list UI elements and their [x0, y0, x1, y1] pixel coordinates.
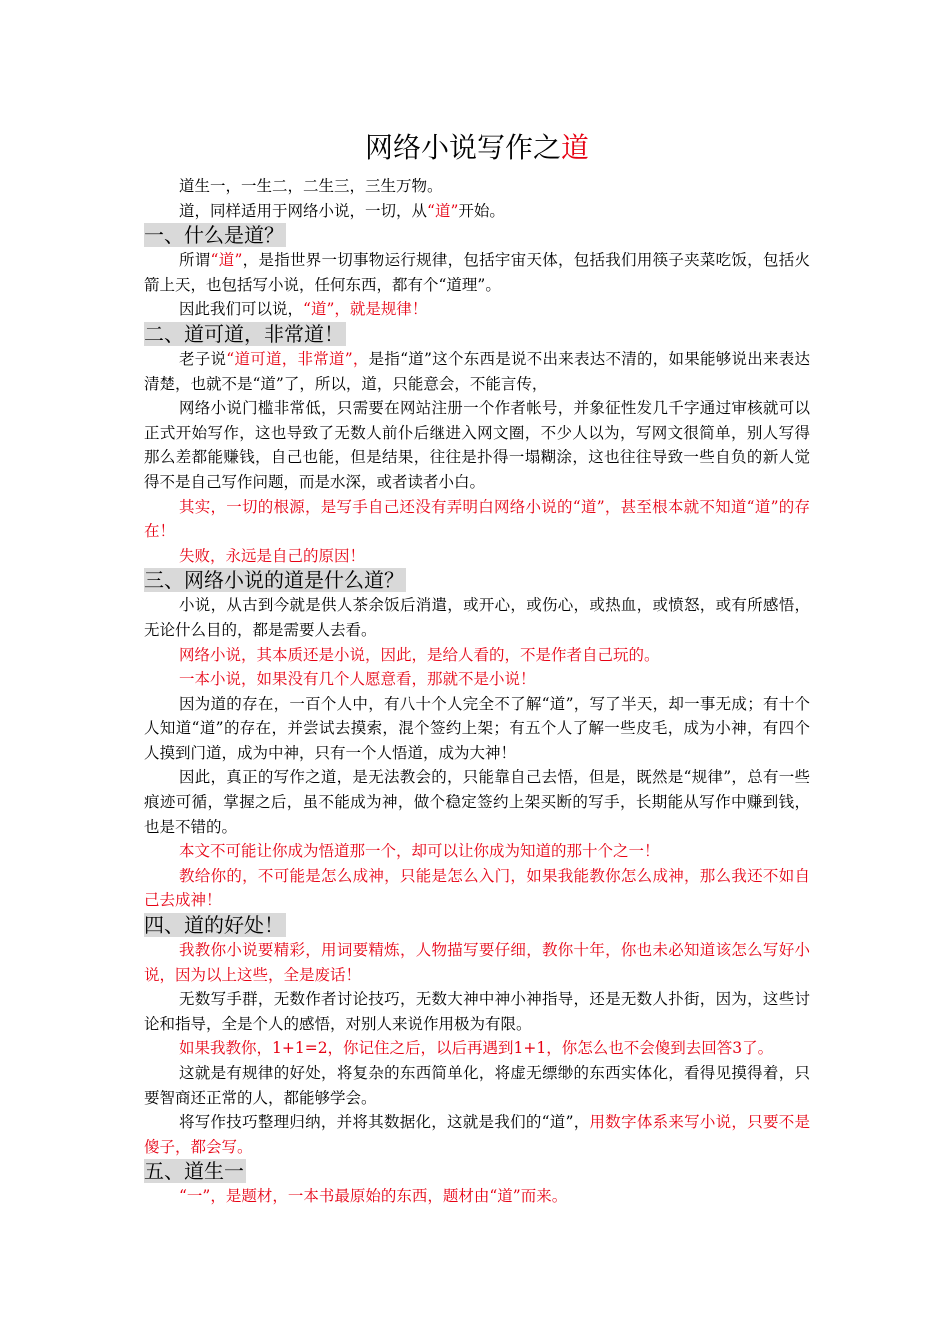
s4-paragraph-2: 无数写手群，无数作者讨论技巧，无数大神中神小神指导，还是无数人扑街，因为，这些讨论和指导，全是个人的感悟，对别人来说作用极为有限。 [144, 990, 810, 1033]
s2-p1-a: 老子说 [179, 349, 227, 368]
s1-p1-a: 所谓 [179, 251, 211, 270]
s4-paragraph-4: 这就是有规律的好处，将复杂的东西简单化，将虚无缥缈的东西实体化，看得见摸得着，只要智商还正常的人，都能够学会。 [144, 1064, 810, 1107]
section-3-heading-text: 三、网络小说的道是什么道？ [144, 568, 404, 593]
section-2-heading [144, 322, 810, 347]
page-title [144, 128, 810, 168]
s3-paragraph-1: 小说，从古到今就是供人茶余饭后消遣，或开心，或伤心，或热血，或愤怒，或有所感悟，无论什么目的，都是需要人去看。 [144, 596, 810, 639]
s3-paragraph-5: 因此，真正的写作之道，是无法教会的，只能靠自己去悟，但是，既然是“规律”，总有一些痕迹可循，掌握之后，虽不能成为神，做个稳定签约上架买断的写手，长期能从写作中赚到钱，也是不错的。 [144, 768, 810, 836]
intro-text: 道，同样适用于网络小说，一切，从 [179, 201, 428, 220]
s4-p5-a: 将写作技巧整理归纳，并将其数据化，这就是我们的“道”， [179, 1113, 590, 1132]
title-accent: 道 [561, 131, 590, 164]
section-3-heading [144, 568, 810, 593]
s2-paragraph-4: 失败，永远是自己的原因！ [179, 546, 366, 565]
s2-paragraph-1 [144, 347, 810, 396]
section-5-heading-text: 五、道生一 [144, 1159, 244, 1184]
s4-p5-highlight: 用数字体系来写小说，只要不是傻子，都会写。 [144, 1113, 810, 1156]
section-1-heading-text: 一、什么是道？ [144, 223, 284, 248]
s1-p1-c: ，是指世界一切事物运行规律，包括宇宙天体，包括我们用筷子夹菜吃饭，包括火箭上天，也包括写小说，任何东西，都有个“道理”。 [144, 251, 810, 294]
title-main: 网络小说写作之 [364, 131, 561, 164]
s4-paragraph-1: 我教你小说要精彩，用词要精炼，人物描写要仔细，教你十年，你也未必知道该怎么写好小说，因为以上这些，全是废话！ [144, 941, 810, 984]
intro-text-end: 开始。 [458, 201, 505, 220]
s3-paragraph-6: 本文不可能让你成为悟道那一个，却可以让你成为知道的那十个之一！ [179, 842, 660, 861]
s3-paragraph-7: 教给你的，不可能是怎么成神，只能是怎么入门，如果我能教你怎么成神，那么我还不如自己去成神！ [144, 866, 810, 910]
s1-paragraph-1 [144, 248, 810, 297]
s3-paragraph-3: 一本小说，如果没有几个人愿意看，那就不是小说！ [179, 670, 536, 689]
s1-paragraph-2 [144, 297, 810, 322]
section-4-heading [144, 913, 810, 938]
s2-p1-highlight: “道可道，非常道”， [226, 349, 369, 368]
section-5-heading [144, 1159, 810, 1184]
intro-paragraph-1: 道生一，一生二，二生三，三生万物。 [179, 177, 443, 195]
s5-paragraph-1: “一”，是题材，一本书最原始的东西，题材由“道”而来。 [179, 1187, 568, 1206]
document-body [144, 128, 810, 1209]
s2-paragraph-2: 网络小说门槛非常低，只需要在网站注册一个作者帐号，并象征性发几千字通过审核就可以正式开始写作，这也导致了无数人前仆后继进入网文圈，不少人以为，写网文很简单，别人写得那么差都能赚钱，自己也能，但是结果，往往是扑得一塌糊涂，这也往往导致一些自负的新人觉得不是自己写作问题，而是水深，或者读者小白。 [144, 399, 810, 491]
s1-p2-highlight: “道”，就是规律！ [303, 300, 428, 319]
s3-paragraph-4: 因为道的存在，一百个人中，有八十个人完全不了解“道”，写了半天，却一事无成；有十个人知道“道”的存在，并尝试去摸索，混个签约上架；有五个人了解一些皮毛，成为小神，有四个人摸到门道，成为中神，只有一个人悟道，成为大神！ [144, 694, 810, 762]
s1-p1-highlight: “道” [210, 251, 243, 270]
s4-paragraph-5 [144, 1110, 810, 1159]
intro-paragraph-2 [144, 199, 810, 224]
s4-paragraph-3: 如果我教你，1+1=2，你记住之后，以后再遇到1+1，你怎么也不会傻到去回答3了。 [179, 1039, 774, 1058]
section-2-heading-text: 二、道可道，非常道！ [144, 321, 344, 346]
s3-paragraph-2: 网络小说，其本质还是小说，因此，是给人看的，不是作者自己玩的。 [179, 645, 660, 664]
section-1-heading [144, 223, 810, 248]
intro-highlight: “道” [427, 201, 459, 220]
s1-p2-a: 因此我们可以说， [179, 300, 304, 319]
s2-paragraph-3: 其实，一切的根源，是写手自己还没有弄明白网络小说的“道”，甚至根本就不知道“道”的存在！ [144, 497, 810, 541]
section-4-heading-text: 四、道的好处！ [144, 913, 284, 938]
s2-p1-c: 是指“道”这个东西是说不出来表达不清的，如果能够说出来表达清楚，也就不是“道”了，所以，道，只能意会，不能言传， [144, 349, 810, 393]
